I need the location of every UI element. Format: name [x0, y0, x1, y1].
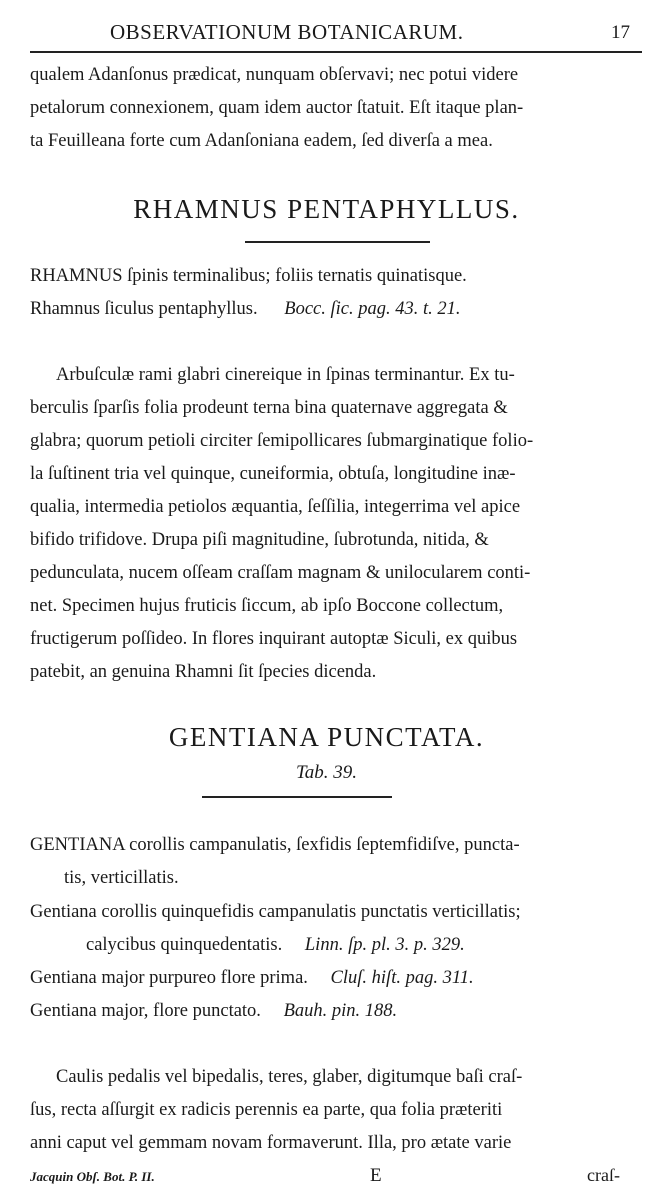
running-head [70, 20, 630, 48]
page-number: 17 [611, 22, 630, 43]
synonym-line [30, 903, 521, 922]
synonym-line [86, 936, 465, 955]
body-line: bifido trifidove. Drupa piſi magnitudine, ſubrotunda, nitida, & [30, 530, 489, 550]
diagnosis-line [30, 300, 461, 319]
running-title: OBSERVATIONUM BOTANICARUM. [110, 20, 464, 44]
body-line: berculis ſparſis folia prodeunt terna bina quaternave aggregata & [30, 398, 508, 418]
synonym-line [64, 869, 179, 888]
synonym-line [30, 836, 520, 855]
citation: Cluſ. hiſt. pag. 311. [330, 968, 474, 988]
diagnosis-line [30, 267, 467, 286]
page-footer [30, 1167, 620, 1191]
section-rule [245, 241, 430, 243]
synonym-text: Gentiana corollis quinquefidis campanulatis punctatis verticillatis; [30, 902, 521, 922]
signature-mark: E [370, 1165, 382, 1186]
citation: Bocc. ſic. pag. 43. t. 21. [284, 299, 461, 319]
body-line: Caulis pedalis vel bipedalis, teres, glaber, digitumque baſi craſ- [56, 1067, 523, 1087]
plate-reference: Tab. 39. [295, 762, 358, 783]
body-line: ſus, recta aſſurgit ex radicis perennis ea parte, qua folia præteriti [30, 1100, 503, 1120]
synonym-text: Gentiana major purpureo flore prima. [30, 968, 308, 988]
citation: Bauh. pin. 188. [283, 1001, 398, 1021]
footer-imprint: Jacquin Obſ. Bot. P. II. [30, 1169, 155, 1184]
synonym-line [30, 969, 474, 988]
section-rule [202, 796, 392, 798]
body-line: la ſuſtinent tria vel quinque, cuneiformia, obtuſa, longitudine inæ- [30, 464, 516, 484]
header-rule [30, 51, 642, 53]
diagnosis-text: Rhamnus ſiculus pentaphyllus. [30, 299, 258, 319]
synonym-text: GENTIANA corollis campanulatis, ſexfidis ſeptemfidiſve, puncta- [30, 835, 520, 855]
citation: Linn. ſp. pl. 3. p. 329. [304, 935, 465, 955]
body-line: fructigerum poſſideo. In flores inquirant autoptæ Siculi, ex quibus [30, 629, 518, 649]
synonym-text: calycibus quinquedentatis. [86, 935, 283, 955]
body-line: net. Specimen hujus fruticis ſiccum, ab ipſo Boccone collectum, [30, 596, 504, 616]
section-title-rhamnus: RHAMNUS PENTAPHYLLUS. [133, 194, 520, 224]
body-line: patebit, an genuina Rhamni ſit ſpecies dicenda. [30, 662, 377, 682]
synonym-text: tis, verticillatis. [64, 868, 179, 888]
diagnosis-text: RHAMNUS ſpinis terminalibus; foliis ternatis quinatisque. [30, 266, 467, 286]
catchword: craſ- [587, 1165, 620, 1185]
body-line: qualia, intermedia petiolos æquantia, ſeſſilia, integerrima vel apice [30, 497, 521, 517]
section-title-gentiana: GENTIANA PUNCTATA. [168, 722, 485, 752]
synonym-text: Gentiana major, flore punctato. [30, 1001, 261, 1021]
intro-line: petalorum connexionem, quam idem auctor ſtatuit. Eſt itaque plan- [30, 98, 524, 118]
intro-line: ta Feuilleana forte cum Adanſoniana eadem, ſed diverſa a mea. [30, 131, 493, 151]
intro-line: qualem Adanſonus prædicat, nunquam obſervavi; nec potui videre [30, 65, 519, 85]
body-line: pedunculata, nucem oſſeam craſſam magnam & unilocularem conti- [30, 563, 531, 583]
body-line: anni caput vel gemmam novam formaverunt. Illa, pro ætate varie [30, 1133, 512, 1153]
synonym-line [30, 1002, 397, 1021]
body-line: Arbuſculæ rami glabri cinereique in ſpinas terminantur. Ex tu- [56, 365, 515, 385]
body-line: glabra; quorum petioli circiter ſemipollicares ſubmarginatique folio- [30, 431, 534, 451]
